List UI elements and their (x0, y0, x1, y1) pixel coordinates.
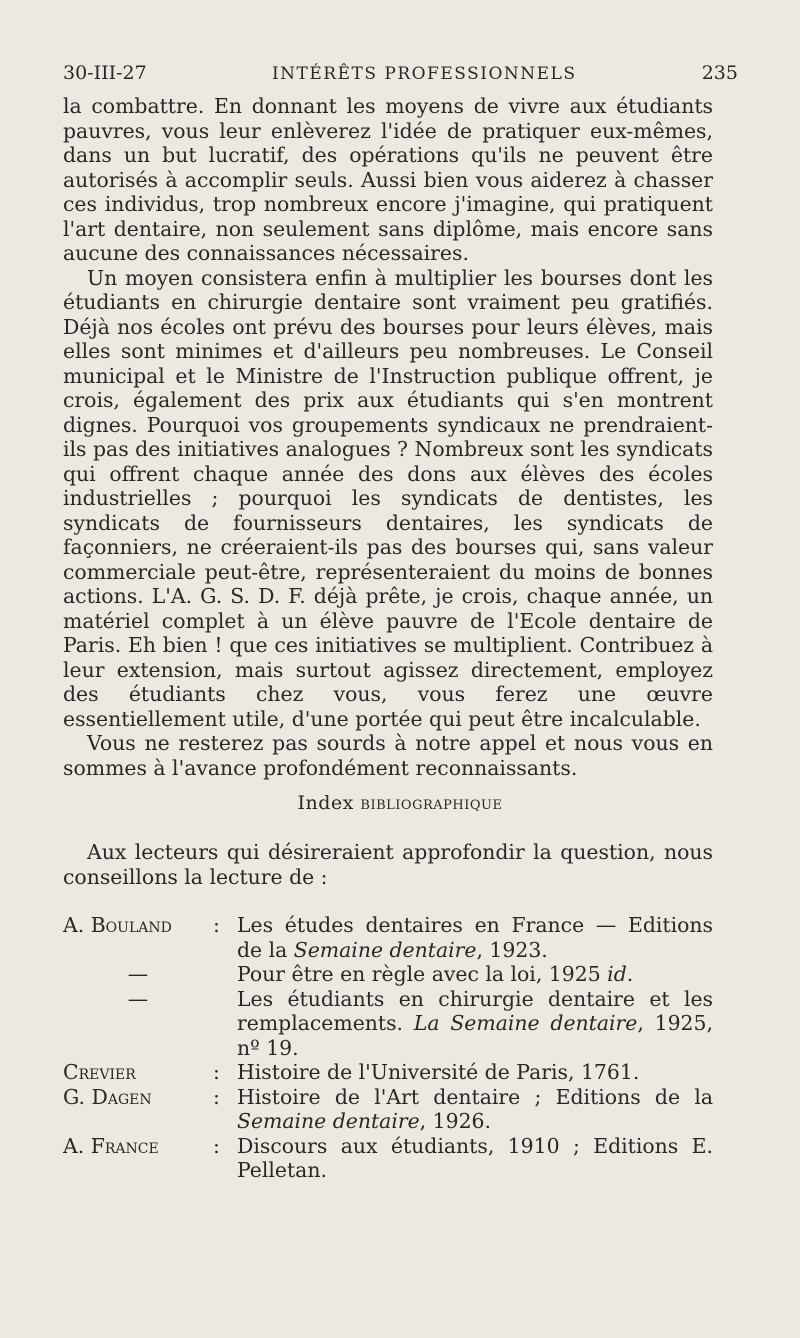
body-text (63, 94, 713, 780)
entry-author: G. Dagen (63, 1084, 152, 1109)
entry-colon (213, 962, 237, 987)
header-date: 30-III-27 (63, 62, 147, 84)
entry-author: A. Bouland (63, 913, 172, 937)
entry-author (63, 962, 213, 987)
entry-colon: : (213, 1133, 220, 1158)
entry-text-end: , 1923. (476, 937, 548, 962)
ditto-dash: — (127, 986, 149, 1011)
entry-text: Histoire de l'Art dentaire ; Editions de la (237, 1084, 713, 1109)
bibliography-intro (63, 840, 713, 889)
entry-italic: Semaine dentaire (293, 937, 477, 962)
entry-work (237, 1134, 713, 1183)
entry-work (237, 1085, 713, 1134)
entry-text-end: , 1925, nº 19. (237, 1011, 713, 1060)
bibliography-entry (63, 962, 713, 987)
entry-author (63, 987, 213, 1061)
entry-colon: : (213, 1060, 220, 1084)
entry-work (237, 987, 713, 1061)
section-title-word1: Index (297, 792, 354, 814)
entry-text: Histoire de l'Université de Paris, 1761. (237, 1060, 640, 1084)
header-title: INTÉRÊTS PROFESSIONNELS (271, 64, 577, 84)
section-title-word2: bibliographique (360, 792, 503, 814)
paragraph: Un moyen consistera enfin à multiplier les bourses dont les étudiants en chirurgie dentaire sont vraiment peu gratifiés. Déjà nos écoles ont prévu des bourses pour leurs élèves, mais elles sont minimes et d'ailleurs peu nombreuses. Le Conseil municipal et le Ministre de l'Instruction publique offrent, je crois, également des prix aux étudiants qui s'en montrent dignes. Pourquoi vos groupements syndicaux ne prendraient-ils pas des initiatives analogues ? Nombreux sont les syndicats qui offrent chaque année des dons aux élèves des écoles industrielles ; pourquoi les syndicats de dentistes, les syndicats de fournisseurs dentaires, les syndicats de façonniers, ne créeraient-ils pas des bourses qui, sans valeur commerciale peut-être, représenteraient du moins de bonnes actions. L'A. G. S. D. F. déjà prête, je crois, chaque année, un matériel complet à un élève pauvre de l'Ecole dentaire de Paris. Eh bien ! que ces initiatives se multiplient. Contribuez à leur extension, mais surtout agissez directement, employez des étudiants chez vous, vous ferez une œuvre essentiellement utile, d'une portée qui peut être incalculable. (63, 265, 713, 731)
paragraph: la combattre. En donnant les moyens de vivre aux étudiants pauvres, vous leur enlèverez l'idée de pratiquer eux-mêmes, dans un but lucratif, des opérations qu'ils ne peuvent être autorisés à accomplir seuls. Aussi bien vous aiderez à chasser ces individus, trop nombreux encore j'imagine, qui pratiquent l'art dentaire, non seulement sans diplôme, mais encore sans aucune des connaissances nécessaires. (63, 94, 713, 265)
bibliography-entry (63, 913, 713, 962)
page-number: 235 (701, 62, 738, 84)
paragraph: Vous ne resterez pas sourds à notre appel et nous vous en sommes à l'avance profondément reconnaissants. (63, 731, 713, 780)
running-header (63, 62, 738, 84)
bibliography-entry (63, 1085, 713, 1134)
entry-work (237, 962, 713, 987)
entry-text: Les études dentaires en France — Editions de la (237, 913, 713, 962)
bibliography-entry (63, 1060, 713, 1085)
entry-text: Discours aux étudiants, 1910 ; Editions E. Pelletan. (237, 1133, 713, 1182)
intro-paragraph: Aux lecteurs qui désireraient approfondir la question, nous conseillons la lecture de : (63, 840, 713, 889)
entry-text-end: , 1926. (419, 1109, 492, 1133)
bibliography-entry (63, 1134, 713, 1183)
entry-author: A. France (63, 1133, 159, 1158)
entry-work (237, 913, 713, 962)
ditto-dash: — (127, 962, 149, 986)
bibliography-list (63, 913, 713, 1183)
entry-italic: Semaine dentaire (237, 1109, 420, 1133)
section-title (0, 792, 800, 814)
entry-italic: La Semaine dentaire (413, 1011, 638, 1035)
entry-text: Pour être en règle avec la loi, 1925 (237, 962, 608, 986)
entry-italic: id. (607, 962, 634, 986)
bibliography-entry (63, 987, 713, 1061)
entry-colon: : (213, 913, 220, 937)
entry-author: Crevier (63, 1060, 136, 1084)
entry-text: Les étudiants en chirurgie dentaire et les remplacements. (237, 986, 713, 1035)
entry-colon: : (213, 1084, 220, 1109)
entry-work (237, 1060, 713, 1085)
entry-colon (213, 987, 237, 1061)
